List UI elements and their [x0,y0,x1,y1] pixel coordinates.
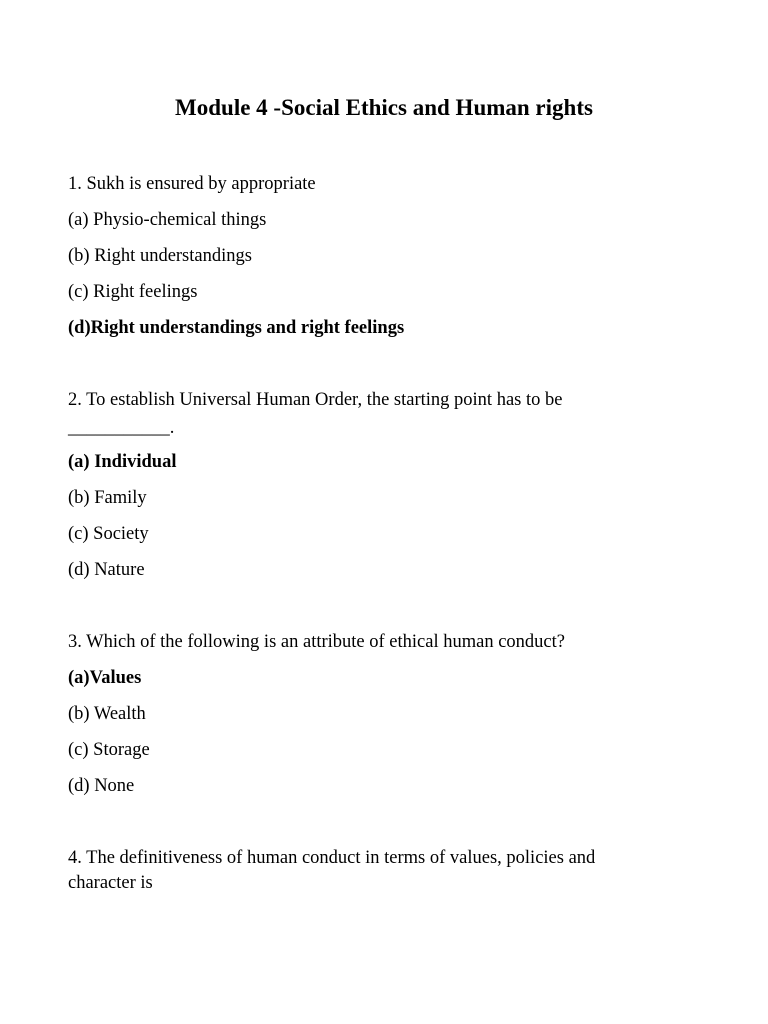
question-1-text: 1. Sukh is ensured by appropriate [68,174,316,194]
question-2-option-b: (b) Family [68,488,147,508]
page-title: Module 4 -Social Ethics and Human rights [175,95,593,120]
question-3-option-c: (c) Storage [68,740,150,760]
question-4-text-continued: character is [68,873,153,893]
question-1-option-a: (a) Physio-chemical things [68,210,267,230]
question-2-text: 2. To establish Universal Human Order, the starting point has to be [68,390,563,410]
question-3-text: 3. Which of the following is an attribute of ethical human conduct? [68,632,565,652]
question-1-option-b: (b) Right understandings [68,246,252,266]
question-2-option-c: (c) Society [68,524,149,544]
question-1-option-d-answer: (d)Right understandings and right feelings [68,318,405,338]
question-3-option-d: (d) None [68,776,135,796]
question-2-option-a-answer: (a) Individual [68,452,177,472]
question-3-option-a-answer: (a)Values [68,668,142,688]
question-2-blank: ___________. [68,418,175,438]
question-2-option-d: (d) Nature [68,560,145,580]
question-1-option-c: (c) Right feelings [68,282,198,302]
question-4-text: 4. The definitiveness of human conduct in terms of values, policies and [68,848,596,868]
question-3-option-b: (b) Wealth [68,704,146,724]
